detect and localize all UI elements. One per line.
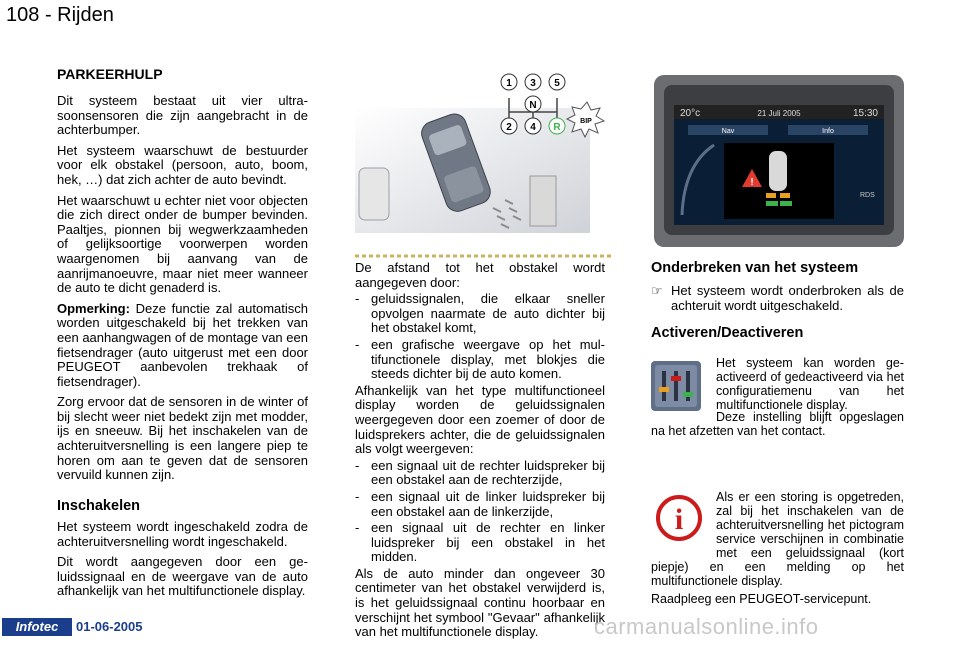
list-item: - een grafische weergave op het multifunctionele display, met blokjes die steeds dichter bij de auto komen. bbox=[355, 336, 605, 382]
sensor-block bbox=[766, 193, 776, 198]
list-item: - een signaal uit de rechter en linker luidspreker bij een obstakel in het midden. bbox=[355, 520, 605, 565]
display-tab-1: Nav bbox=[721, 128, 735, 135]
sensor-block bbox=[780, 193, 790, 198]
gear-5: 5 bbox=[554, 78, 560, 89]
infotec-badge: Infotec bbox=[2, 618, 72, 636]
gear-1: 1 bbox=[506, 78, 512, 89]
note-label: Opmerking: bbox=[57, 300, 130, 316]
section-heading: Onderbreken van het systeem bbox=[651, 260, 859, 276]
paragraph: Het waarschuwt u echter niet voor objecten die zich direct onder de bumper bevinden. Paaltjes, pionnen bij wegwerkzaamheden of gelijksoortige voorwerpen worden waargenomen bij aanvang van de aanrijmanoeuvre, maar niet meer wanneer de auto te dicht genaderd is. bbox=[57, 192, 308, 296]
watermark: carmanualsonline.info bbox=[594, 614, 819, 639]
list-item: - een signaal uit de linker luidspreker bij een obstakel aan de linkerzijde, bbox=[355, 488, 605, 519]
gear-labels bbox=[501, 74, 565, 134]
column-left bbox=[57, 66, 308, 489]
paragraph: Zorg ervoor dat de sensoren in de winter of bij slecht weer niet bedekt zijn met modder, ijs en sneeuw. Bij het inschakelen van de achteruitversnelling is een langere piep te horen om aan te geven dat de sensoren vervuild kunnen zijn. bbox=[57, 394, 308, 483]
paragraph: Als er een storing is opgetreden, zal bij het inschakelen van de achteruitversnelling het pictogram service verschijnen in combinatie met een geluidssignaal (kort piepje) en een melding op het multifunctionele display. bbox=[651, 490, 904, 588]
bip-burst-icon bbox=[567, 102, 604, 137]
parking-illustration bbox=[355, 68, 613, 260]
list-item: - geluidssignalen, die elkaar sneller opvolgen naarmate de auto dichter bij het obstakel komt, bbox=[355, 291, 605, 336]
fault-text-full bbox=[651, 490, 904, 612]
paragraph: Dit wordt aangegeven door een geluidssignaal en de weergave van de auto afhankelijk van het multifunctionele display. bbox=[57, 554, 308, 599]
page-header: 108 - Rijden bbox=[6, 4, 114, 26]
settings-sliders-icon bbox=[651, 361, 701, 411]
subsection-heading: Inschakelen bbox=[57, 498, 141, 514]
gear-3: 3 bbox=[530, 78, 536, 89]
rear-wall bbox=[530, 176, 556, 226]
page-number: 108 bbox=[6, 4, 40, 26]
multifunction-display-photo bbox=[654, 75, 904, 247]
paragraph: De afstand tot het obstakel wordt aangegeven door: bbox=[355, 260, 605, 290]
section-heading: Activeren/Deactiveren bbox=[651, 325, 804, 342]
list-item: - een signaal uit de rechter luidspreker bij een obstakel aan de rechterzijde, bbox=[355, 457, 605, 488]
paragraph: Het systeem waarschuwt de bestuurder voor elk obstakel (persoon, auto, boom, hek, …) dat zich achter de auto bevindt. bbox=[57, 142, 308, 187]
paragraph: Als de auto minder dan ongeveer 30 centimeter van het obstakel verwijderd is, is het geluidssignaal continu hoorbaar en verschijnt het symbool "Gevaar" afhankelijk van het multifunctionele display. bbox=[355, 565, 605, 640]
section-title: Rijden bbox=[57, 4, 114, 26]
paragraph: Het systeem wordt ingeschakeld zodra de achteruitversnelling wordt ingeschakeld. bbox=[57, 519, 308, 549]
note-text: Deze functie zal automatisch worden uitgeschakeld bij het trekken van een aanhangwagen of de montage van een fietsendrager (auto uitgerust met een door PEUGEOT aanbevolen trekhaak of fietsendrager). bbox=[57, 300, 308, 389]
paragraph: Dit systeem bestaat uit vier ultrasoonsensoren die zijn aangebracht in de achterbumper. bbox=[57, 93, 308, 138]
display-date: 21 Juli 2005 bbox=[757, 109, 801, 118]
activation-text bbox=[716, 356, 904, 415]
display-tab-2: Info bbox=[822, 128, 834, 135]
bip-label: BIP bbox=[580, 118, 592, 125]
svg-text:!: ! bbox=[750, 177, 754, 188]
sensor-block bbox=[766, 201, 778, 206]
parked-car-left bbox=[359, 168, 389, 220]
gear-2: 2 bbox=[506, 122, 512, 133]
paragraph: Raadpleeg een PEUGEOT-servicepunt. bbox=[651, 592, 872, 606]
column-left-lower bbox=[57, 498, 308, 605]
gear-reverse: R bbox=[553, 122, 561, 133]
display-svg bbox=[654, 75, 904, 247]
activation-text-2 bbox=[651, 410, 904, 444]
paragraph: Deze instelling blijft opgeslagen na het afzetten van het contact. bbox=[651, 410, 904, 438]
section-heading: PARKEERHULP bbox=[57, 66, 163, 82]
list-item: ☞ Het systeem wordt onderbroken als de achteruit wordt uitgeschakeld. bbox=[651, 283, 904, 313]
column-right bbox=[651, 260, 904, 341]
display-time: 15:30 bbox=[852, 108, 878, 119]
gear-4: 4 bbox=[530, 122, 536, 133]
display-temp: 20°c bbox=[680, 108, 701, 119]
paragraph: Afhankelijk van het type multifunctioneel display worden de geluidssignalen weergegeven door een zoemer of door de luidsprekers achter, die de geluidssignalen als volgt weergeven: bbox=[355, 382, 605, 457]
paragraph: Het systeem kan worden geactiveerd of gedeactiveerd via het configuratiemenu van het multifunctionele display. bbox=[716, 356, 904, 412]
gear-neutral: N bbox=[529, 100, 537, 111]
parking-illustration-svg bbox=[355, 68, 613, 260]
display-side-label: RDS bbox=[860, 192, 875, 199]
car-top-view-icon bbox=[769, 151, 787, 191]
column-middle bbox=[355, 261, 605, 646]
note-paragraph bbox=[57, 302, 308, 390]
sensor-block bbox=[780, 201, 792, 206]
svg-text:i: i bbox=[674, 503, 684, 536]
footer-date: 01-06-2005 bbox=[76, 619, 143, 634]
pointing-hand-icon: ☞ bbox=[651, 283, 663, 298]
